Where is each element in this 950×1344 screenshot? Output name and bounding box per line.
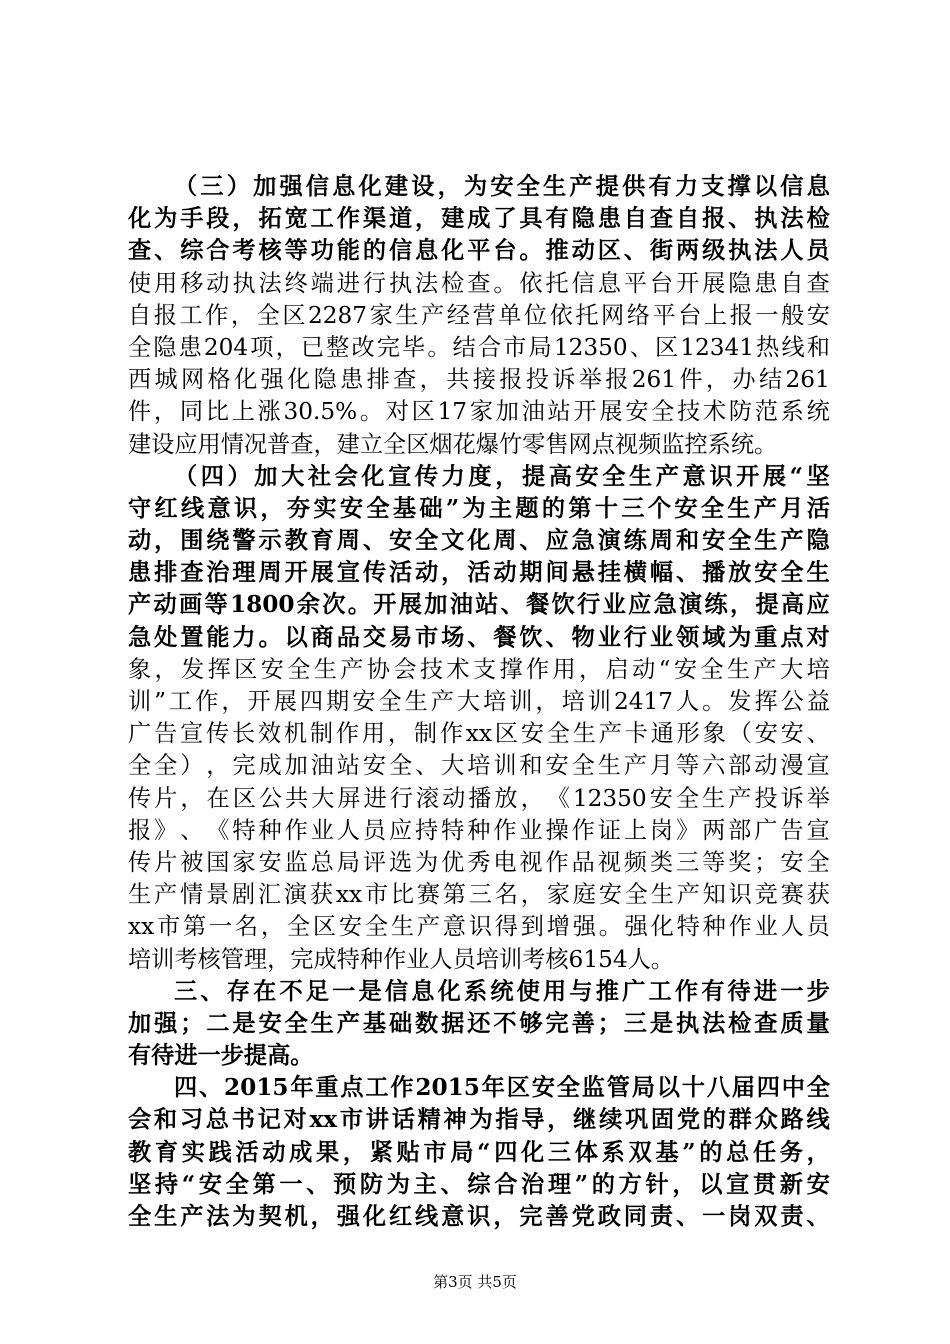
- text-line: 加 强 ； 二 是 安 全 生 产 基 础 数 据 还 不 够 完 善 ； 三 是 执 法 检 查 质 量: [128, 1009, 830, 1037]
- text-line: 全 生 产 法 为 契 机 ， 强 化 红 线 意 识 ， 完 善 党 政 同 责 、 一 岗 双 责 、: [128, 1203, 830, 1230]
- text-line: xx 市 第 一 名 ， 全 区 安 全 生 产 意 识 得 到 增 强 。 强 化 特 种 作 业 人 员: [128, 913, 830, 941]
- text-line: （ 三 ） 加 强 信 息 化 建 设 ， 为 安 全 生 产 提 供 有 力 支 撑 以 信 息: [174, 173, 830, 200]
- text-line: 广 告 宣 传 长 效 机 制 作 用 ， 制 作 xx 区 安 全 生 产 卡 通 形 象 （ 安 安 、: [128, 720, 830, 748]
- text-line: 患 排 查 治 理 周 开 展 宣 传 活 动 ， 活 动 期 间 悬 挂 横 幅 、 播 放 安 全 生: [128, 559, 830, 587]
- text-line: 产 动 画 等 1800 余 次 。 开 展 加 油 站 、 餐 饮 行 业 应 急 演 练 ， 提 高 应: [128, 591, 830, 619]
- text-line: 化 为 手 段 ， 拓 宽 工 作 渠 道 ， 建 成 了 具 有 隐 患 自 查 自 报 、 执 法 检: [128, 205, 830, 233]
- text-line: 培训考核管理，完成特种作业人员培训考核6154人。: [128, 945, 674, 973]
- page-footer: 第3页 共5页: [433, 1273, 517, 1291]
- text-line: 训 ” 工 作 ， 开 展 四 期 安 全 生 产 大 培 训 ， 培 训 2417 人 。 发 挥 公 益: [128, 688, 830, 715]
- text-line: 建设应用情况普查，建立全区烟花爆竹零售网点视频监控系统。: [128, 430, 778, 458]
- text-line: 急 处 置 能 力 。 以 商 品 交 易 市 场 、 餐 饮 、 物 业 行 业 领 域 为 重 点 对: [128, 623, 830, 651]
- text-line: 四 、 2015 年 重 点 工 作 2015 年 区 安 全 监 管 局 以 十 八 届 四 中 全: [174, 1074, 830, 1102]
- text-line: 西 城 网 格 化 强 化 隐 患 排 查 ， 共 接 报 投 诉 举 报 261 件 ， 办 结 261: [128, 366, 830, 394]
- text-line: 自 报 工 作 ， 全 区 2287 家 生 产 经 营 单 位 依 托 网 络 平 台 上 报 一 般 安: [128, 301, 830, 329]
- text-line: 坚 持 “ 安 全 第 一 、 预 防 为 主 、 综 合 治 理 ” 的 方 针 ， 以 宣 贯 新 安: [128, 1170, 830, 1198]
- text-line: 查 、 综 合 考 核 等 功 能 的 信 息 化 平 台 。 推 动 区 、 街 两 级 执 法 人 员: [128, 237, 830, 265]
- text-line: 生 产 情 景 剧 汇 演 获 xx 市 比 赛 第 三 名 ， 家 庭 安 全 生 产 知 识 竞 赛 获: [128, 881, 830, 909]
- text-line: 有待进一步提高。: [128, 1042, 314, 1070]
- text-line: 使 用 移 动 执 法 终 端 进 行 执 法 检 查 。 依 托 信 息 平 台 开 展 隐 患 自 查: [128, 269, 830, 297]
- text-line: 动 ， 围 绕 警 示 教 育 周 、 安 全 文 化 周 、 应 急 演 练 周 和 安 全 生 产 隐: [128, 527, 830, 555]
- body-text: [128, 171, 830, 1233]
- text-line: 传 片 被 国 家 安 监 总 局 评 选 为 优 秀 电 视 作 品 视 频 类 三 等 奖 ； 安 全: [128, 848, 830, 876]
- text-line: 全 全 ） ， 完 成 加 油 站 安 全 、 大 培 训 和 安 全 生 产 月 等 六 部 动 漫 宣: [128, 752, 830, 780]
- text-line: 传 片 ， 在 区 公 共 大 屏 进 行 滚 动 播 放 ， 《 12350 安 全 生 产 投 诉 举: [128, 784, 830, 812]
- text-line: 教 育 实 践 活 动 成 果 ， 紧 贴 市 局 “ 四 化 三 体 系 双 基 ” 的 总 任 务 ，: [128, 1138, 830, 1166]
- text-line: 会 和 习 总 书 记 对 xx 市 讲 话 精 神 为 指 导 ， 继 续 巩 固 党 的 群 众 路 线: [128, 1106, 830, 1134]
- text-line: 象 ， 发 挥 区 安 全 生 产 协 会 技 术 支 撑 作 用 ， 启 动 “ 安 全 生 产 大 培: [128, 655, 830, 683]
- text-line: 全 隐 患 204 项 ， 已 整 改 完 毕 。 结 合 市 局 12350 、 区 12341 热 线 和: [128, 333, 830, 361]
- text-line: 守 红 线 意 识 ， 夯 实 安 全 基 础 ” 为 主 题 的 第 十 三 个 安 全 生 产 月 活: [128, 494, 830, 522]
- text-line: 件 ， 同 比 上 涨 30.5% 。 对 区 17 家 加 油 站 开 展 安 全 技 术 防 范 系 统: [128, 398, 830, 426]
- text-line: 三 、 存 在 不 足 一 是 信 息 化 系 统 使 用 与 推 广 工 作 有 待 进 一 步: [174, 977, 830, 1005]
- text-line: 报 》 、 《 特 种 作 业 人 员 应 持 特 种 作 业 操 作 证 上 岗 》 两 部 广 告 宣: [128, 816, 830, 844]
- text-line: （ 四 ） 加 大 社 会 化 宣 传 力 度 ， 提 高 安 全 生 产 意 识 开 展 “ 坚: [174, 462, 830, 490]
